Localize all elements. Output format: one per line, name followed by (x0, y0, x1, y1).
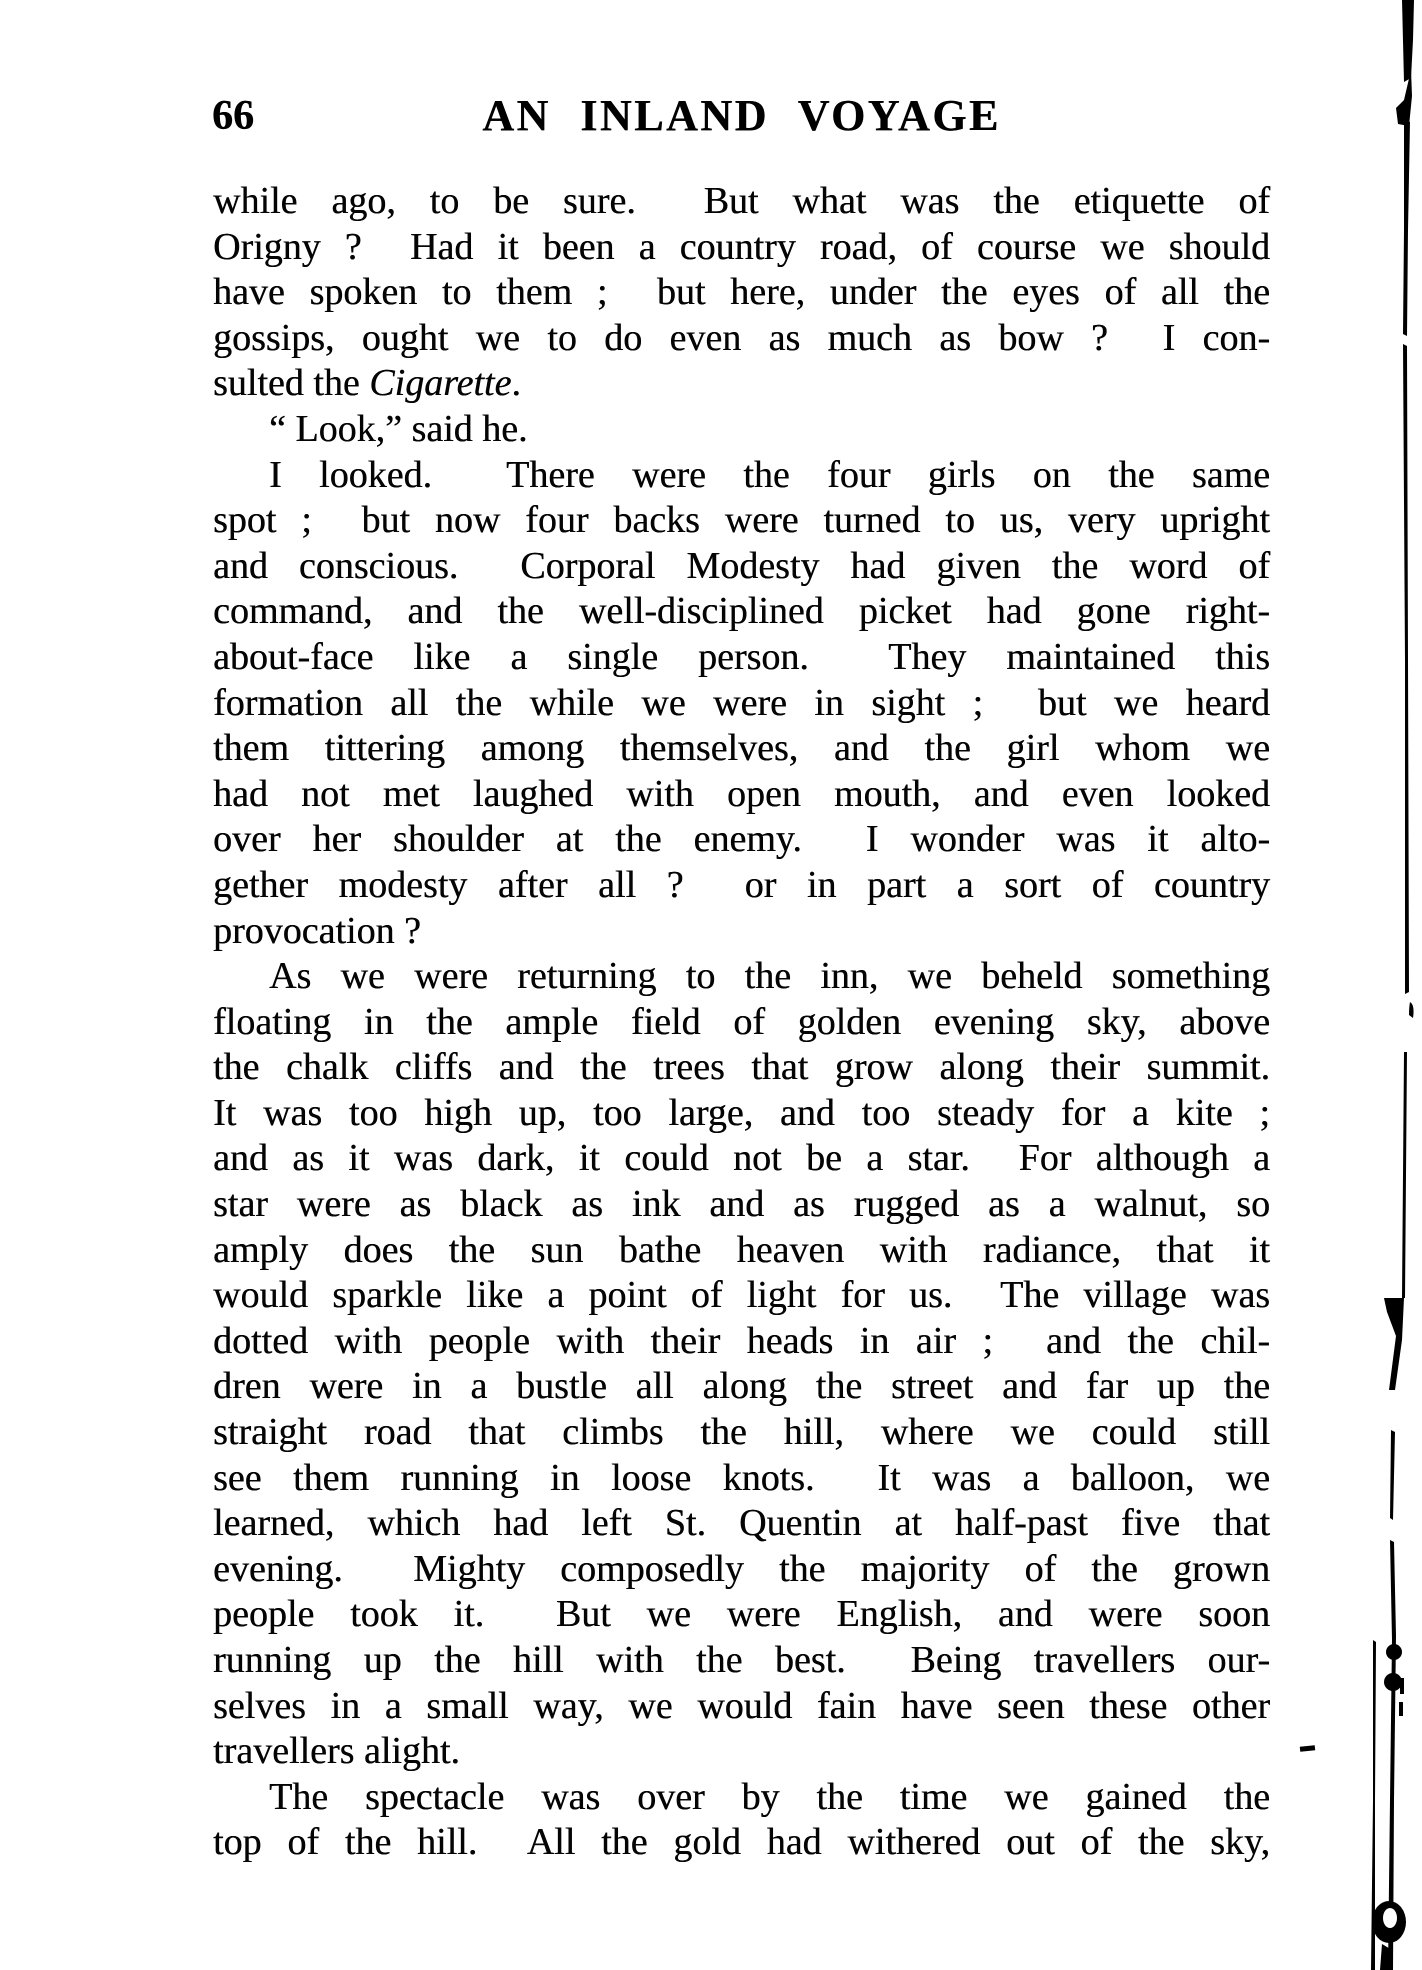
text-line: “ Look,” said he. (269, 407, 528, 450)
text-line: the chalk cliffs and the trees that grow along their summit. (213, 1046, 1270, 1089)
text-line: them tittering among themselves, and the girl whom we (213, 727, 1270, 770)
binding-tick-b (1399, 1702, 1403, 1716)
scan-speck (1300, 1745, 1315, 1752)
text-line: provocation ? (213, 909, 421, 952)
text-line: command, and the well-disciplined picket had gone right- (213, 590, 1270, 633)
text-line: evening. Mighty composedly the majority of the grown (213, 1547, 1270, 1590)
body-text (213, 179, 1270, 1866)
text-line: As we were returning to the inn, we beheld something (269, 955, 1270, 998)
binding-knot-a (1386, 1644, 1402, 1660)
text-line: star were as black as ink and as rugged as a walnut, so (213, 1183, 1270, 1226)
text-line: see them running in loose knots. It was a balloon, we (213, 1456, 1270, 1499)
binding-line-d (1390, 1430, 1395, 1520)
text-line: gether modesty after all ? or in part a sort of country (213, 863, 1270, 906)
text-line: travellers alight. (213, 1730, 460, 1773)
text-line: amply does the sun bathe heaven with radiance, that it (213, 1228, 1270, 1271)
text-line: I looked. There were the four girls on the same (269, 453, 1270, 496)
text-line: selves in a small way, we would fain have seen these other (213, 1684, 1270, 1727)
running-title: AN INLAND VOYAGE (482, 91, 1001, 140)
binding-knot-b (1384, 1673, 1402, 1691)
text-line: and conscious. Corporal Modesty had given the word of (213, 544, 1270, 587)
text-line: Origny ? Had it been a country road, of course we should (213, 225, 1270, 268)
text-line: The spectacle was over by the time we gained the (269, 1775, 1270, 1818)
text-line: while ago, to be sure. But what was the etiquette of (213, 180, 1270, 222)
binding-blob (1384, 1298, 1404, 1390)
binding-bottom-knot-core (1383, 1908, 1397, 1928)
binding-hook (1409, 1002, 1414, 1018)
text-line: about-face like a single person. They maintained this (213, 635, 1270, 678)
text-line: It was too high up, too large, and too steady for a kite ; (213, 1091, 1270, 1134)
text-line: over her shoulder at the enemy. I wonder was it alto- (213, 818, 1270, 861)
text-line: and as it was dark, it could not be a star. For although a (213, 1137, 1270, 1180)
scan-binding-artifact (1362, 0, 1422, 1970)
text-line: sulted the Cigarette. (213, 362, 521, 405)
italic-word: Cigarette (369, 362, 512, 405)
text-line: top of the hill. All the gold had withered out of the sky, (213, 1821, 1270, 1864)
text-line: running up the hill with the best. Being travellers our- (213, 1639, 1270, 1681)
binding-line-c (1402, 1052, 1407, 1298)
text-line: people took it. But we were English, and were soon (213, 1593, 1270, 1636)
binding-streak-top (1402, 0, 1414, 82)
text-line: floating in the ample field of golden evening sky, above (213, 1000, 1270, 1043)
text-line: spot ; but now four backs were turned to us, very upright (213, 499, 1270, 542)
text-line: would sparkle like a point of light for us. The village was (213, 1274, 1270, 1317)
text-line: dotted with people with their heads in air ; and the chil- (213, 1319, 1270, 1362)
text-line: formation all the while we were in sight ; but we heard (213, 681, 1270, 724)
text-line: straight road that climbs the hill, where we could still (213, 1411, 1270, 1454)
text-line: learned, which had left St. Quentin at half-past five that (213, 1502, 1270, 1545)
binding-line-a (1403, 120, 1410, 336)
binding-tick-a (1400, 1678, 1404, 1694)
text-line: dren were in a bustle all along the street and far up the (213, 1365, 1270, 1408)
binding-line-b (1403, 344, 1409, 994)
text-line: had not met laughed with open mouth, and even looked (213, 772, 1270, 815)
text-line: gossips, ought we to do even as much as bow ? I con- (213, 316, 1270, 359)
page-number: 66 (212, 93, 254, 139)
text-line: have spoken to them ; but here, under the eyes of all the (213, 271, 1270, 314)
